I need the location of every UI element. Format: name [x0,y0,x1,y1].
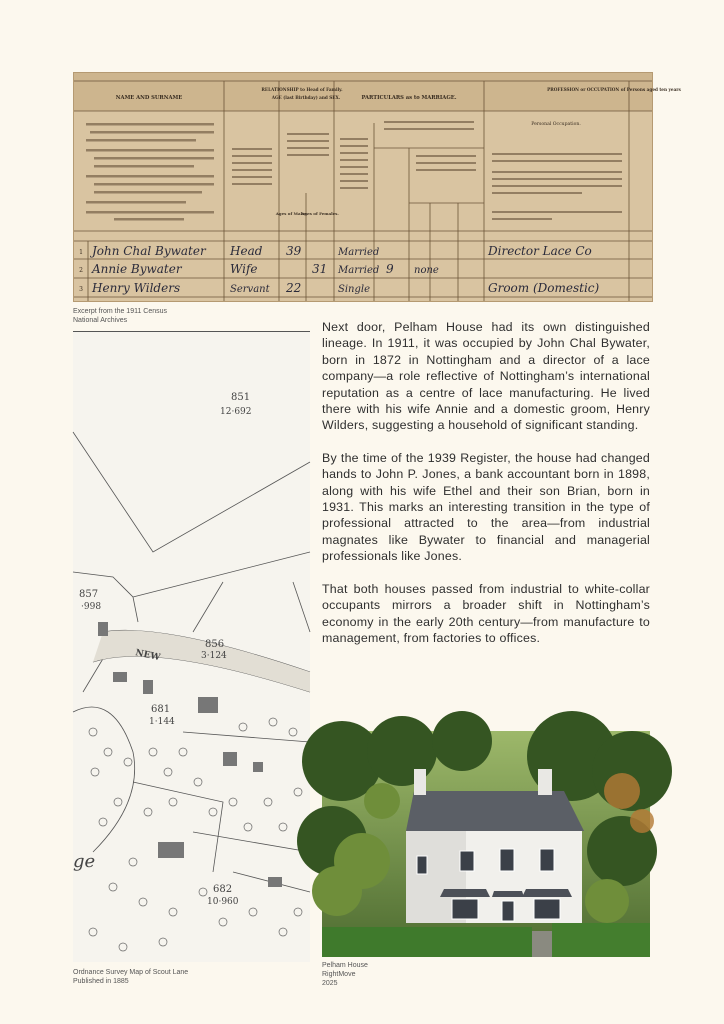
house-caption [322,961,368,988]
census-sub-occupation: Personal Occupation. [531,122,581,127]
house-caption-line-2: RightMove [322,971,356,978]
ordnance-survey-map-image [73,332,310,962]
map-edge-text: ge [73,851,96,872]
census-row-2-num: 2 [79,267,83,274]
census-row-2-age-female: 31 [312,262,328,276]
census-caption [73,307,167,325]
map-caption-line-1: Ordnance Survey Map of Scout Lane [73,969,189,976]
census-header-marriage: PARTICULARS as to MARRIAGE. [361,95,457,101]
map-area-857: ·998 [81,602,102,612]
article-body [322,319,650,662]
map-parcel-857: 857 [79,589,99,600]
census-caption-line-2: National Archives [73,317,128,324]
census-row-1-occupation: Director Lace Co [488,244,592,258]
map-parcel-856: 856 [205,639,225,650]
paragraph-1: Next door, Pelham House had its own distinguished lineage. In 1911, it was occupied by John Chal Bywater, born in 1872 in Nottingham and a director of a lace company—a role reflective of Nottingham’s international reputation as a centre of lace manufacturing. He lived there with his wife Annie and a domestic groom, Henry Wilders, suggesting a household of significant standing. [322,320,650,433]
census-caption-line-1: Excerpt from the 1911 Census [73,308,168,315]
census-row-1-marriage: Married [338,247,380,258]
map-caption [73,968,188,986]
census-sub-males: Ages of Males. [275,211,309,216]
census-header-profession: PROFESSION or OCCUPATION of Persons aged ten years [547,87,681,92]
census-row-1-age-male: 39 [286,244,302,258]
census-row-3-occupation: Groom (Domestic) [488,281,600,295]
census-header-age: AGE (last Birthday) and SEX. [271,95,341,100]
map-area-851: 12·692 [220,407,252,417]
census-excerpt-image [73,72,681,302]
map-area-681: 1·144 [149,717,175,727]
map-parcel-681: 681 [151,704,171,715]
census-row-2-children: none [414,265,439,276]
census-row-1-relation: Head [230,244,263,258]
house-caption-line-3: 2025 [322,980,338,987]
census-row-3-name: Henry Wilders [92,281,181,295]
census-row-2-years: 9 [386,262,394,276]
house-caption-line-1: Pelham House [322,962,368,969]
census-row-3-relation: Servant [230,284,270,295]
map-area-856: 3·124 [201,651,227,661]
census-row-2-relation: Wife [230,262,258,276]
census-sub-females: Ages of Females. [301,211,339,216]
paragraph-3: That both houses passed from industrial to white-collar occupants mirrors a broader shift in Nottingham’s economy in the early 20th century—from manufacture to management, from factories to offices. [322,581,650,645]
census-row-3-age-male: 22 [286,281,302,295]
map-caption-line-2: Published in 1885 [73,978,129,985]
census-row-2-name: Annie Bywater [92,262,182,276]
census-row-1-num: 1 [79,249,83,256]
paragraph-2: By the time of the 1939 Register, the house had changed hands to John P. Jones, a bank accountant born in 1898, along with his wife Ethel and their son Brian, born in 1931. This marks an interesting transition in the type of professional attracted to the area—from industrial magnates like Bywater to financial and managerial professionals like Jones. [322,450,650,564]
census-row-2-marriage: Married [338,265,380,276]
map-area-682: 10·960 [207,897,239,907]
pelham-house-photo [322,731,650,957]
census-header-name: NAME AND SURNAME [115,95,183,101]
census-row-3-marriage: Single [338,284,371,295]
map-road-label: NEW [134,648,162,664]
map-parcel-682: 682 [213,884,233,895]
map-parcel-851: 851 [231,392,251,403]
census-header-relationship: RELATIONSHIP to Head of Family. [261,87,343,92]
census-row-3-num: 3 [79,286,83,293]
census-row-1-name: John Chal Bywater [92,244,206,258]
